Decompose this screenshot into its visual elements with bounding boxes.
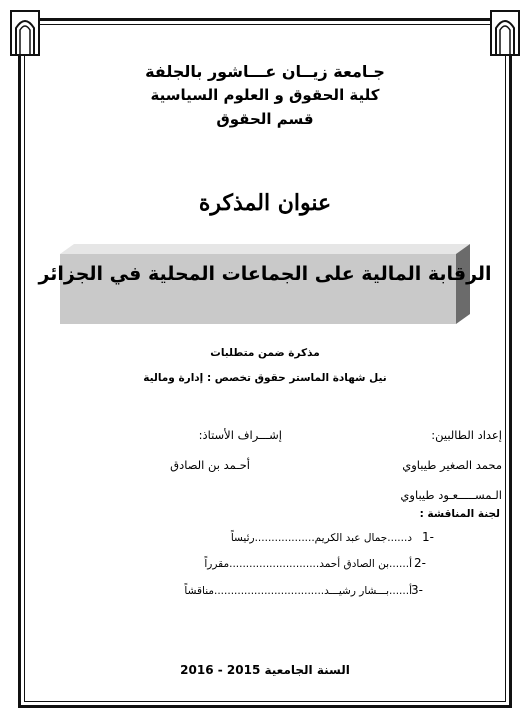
subtitle-line-2: نيل شهادة الماستر حقوق تخصص : إدارة ومالية <box>143 372 387 384</box>
committee-member-2: أ......بن الصادق أحمد...........................مقرراً <box>204 558 412 570</box>
title-box <box>60 244 470 326</box>
supervision-label: إشـــراف الأستاذ: <box>198 428 282 442</box>
faculty-name: كلية الحقوق و العلوم السياسية <box>150 86 380 104</box>
department-name: قسم الحقوق <box>216 110 314 128</box>
supervisor-name: أحـمد بن الصادق <box>170 458 250 472</box>
student-name-1: محمد الصغير طيباوي <box>402 458 502 472</box>
committee-number-2: 2- <box>414 556 426 570</box>
student-name-2: الـمســـــعـود طيباوي <box>400 488 502 502</box>
corner-ornament-right-icon <box>490 10 520 56</box>
committee-number-3: 3- <box>411 583 423 597</box>
memo-title-heading: عنوان المذكرة <box>198 190 332 216</box>
prepared-by-label: إعداد الطالبين: <box>431 428 502 442</box>
university-name: جـامعة زيــان عـــاشور بالجلفة <box>145 62 385 81</box>
academic-year: السنة الجامعية 2015 - 2016 <box>180 663 350 677</box>
committee-number-1: 1- <box>422 530 434 544</box>
corner-ornament-left-icon <box>10 10 40 56</box>
committee-label: لجنة المناقشة : <box>419 508 500 520</box>
thesis-title: الرقابة المالية على الجماعات المحلية في الجزائر <box>38 263 492 285</box>
committee-member-3: أ......بـــشار رشيـــد.................................مناقشاً <box>184 585 412 597</box>
committee-member-1: د......جمال عبد الكريم..................رئيساً <box>230 532 412 544</box>
subtitle-line-1: مذكرة ضمن متطلبات <box>210 347 320 359</box>
